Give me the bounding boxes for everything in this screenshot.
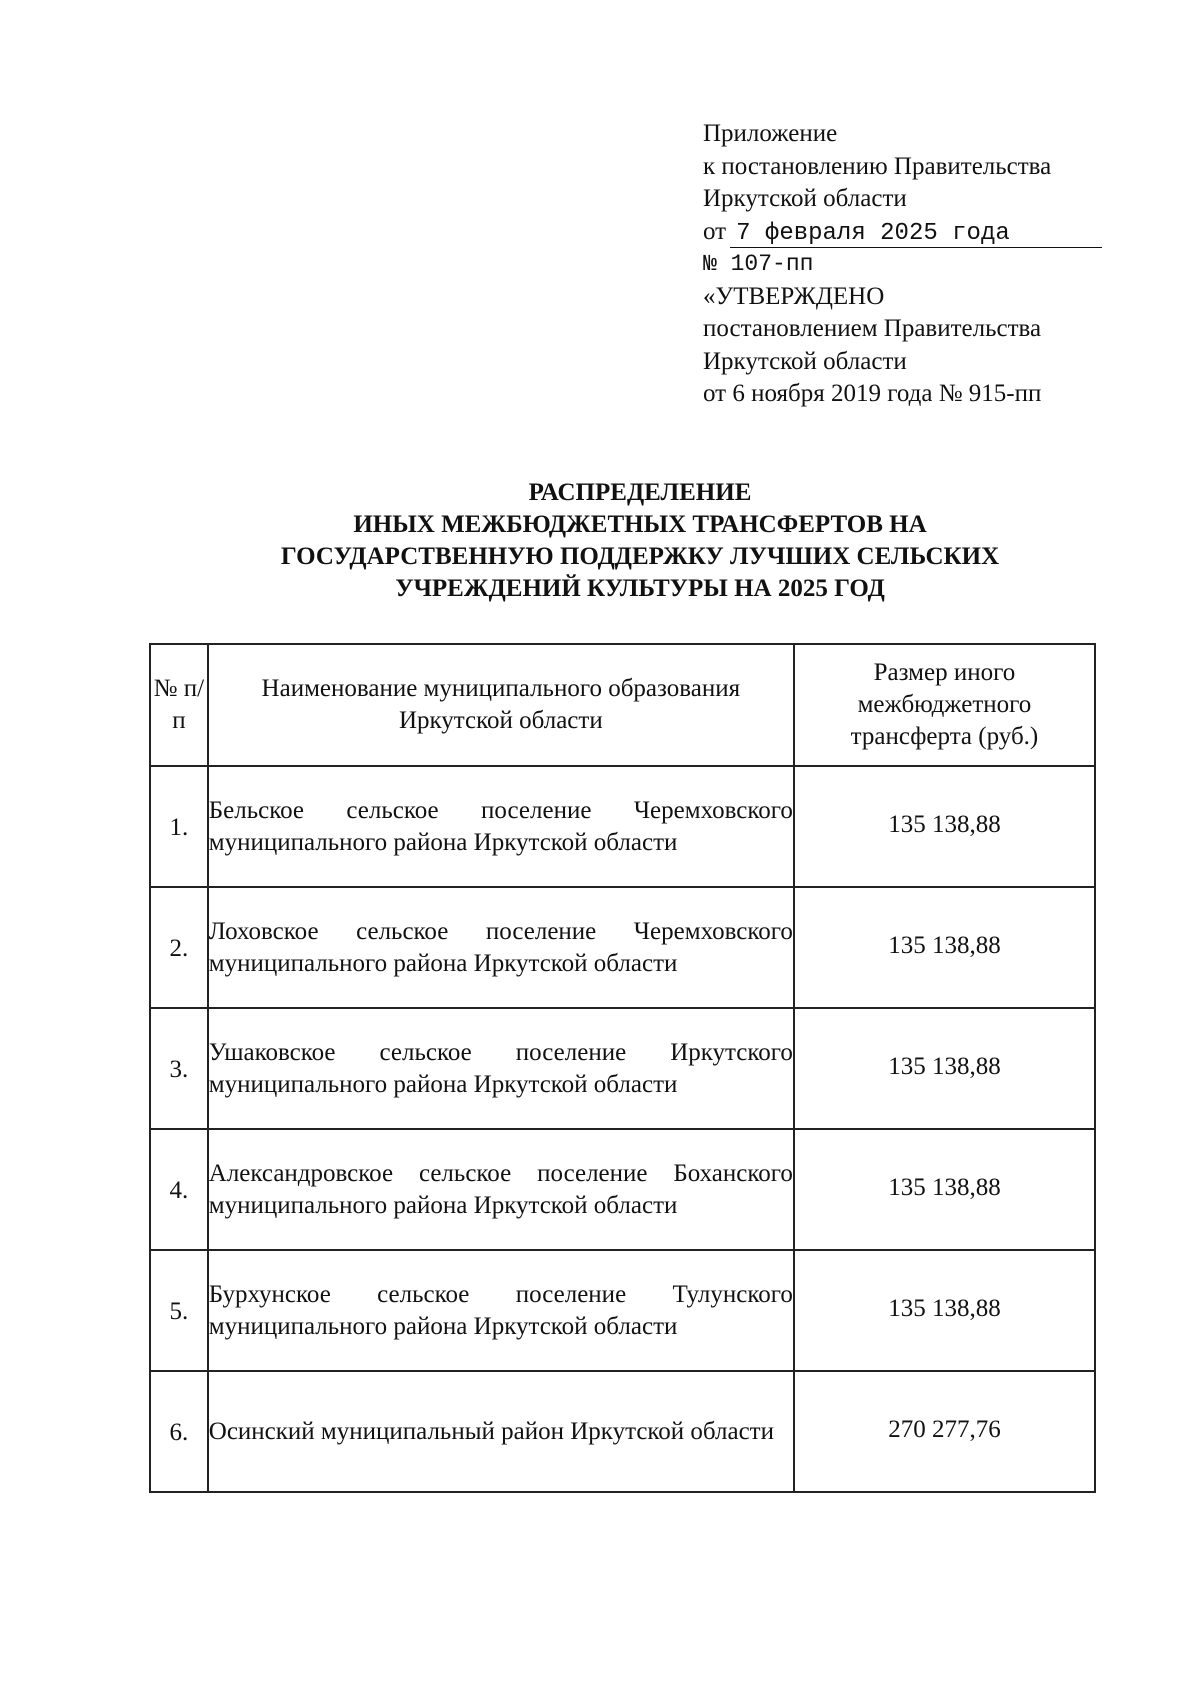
table-row (150, 1129, 1095, 1250)
row-amount: 270 277,76 (794, 1371, 1095, 1492)
distribution-table (149, 643, 1096, 1493)
table-row (150, 1008, 1095, 1129)
row-num: 1. (150, 766, 208, 887)
appendix-header (703, 118, 1113, 411)
row-name: Бурхунское сельское поселение Тулунского муниципального района Иркутской области (208, 1250, 794, 1371)
table-row (150, 1371, 1095, 1492)
resolution-reference: к постановлению Правительства (703, 152, 1052, 180)
row-name: Ушаковское сельское поселение Иркутского муниципального района Иркутской области (208, 1008, 794, 1129)
row-num: 3. (150, 1008, 208, 1129)
document-title (140, 477, 1140, 605)
approved-date: от 6 ноября 2019 года № 915-пп (703, 380, 1042, 407)
title-line-4: УЧРЕЖДЕНИЙ КУЛЬТУРЫ НА 2025 ГОД (395, 575, 885, 602)
row-name: Александровское сельское поселение Боханского муниципального района Иркутской области (208, 1129, 794, 1250)
appendix-label: Приложение (703, 120, 838, 147)
row-amount: 135 138,88 (794, 1250, 1095, 1371)
row-name: Лоховское сельское поселение Черемховского муниципального района Иркутской области (208, 887, 794, 1008)
resolution-date (703, 216, 1113, 249)
approved-by: постановлением Правительства (703, 315, 1042, 342)
row-num: 2. (150, 887, 208, 1008)
header-name: Наименование муниципального образования Иркутской области (208, 644, 794, 766)
row-amount: 135 138,88 (794, 766, 1095, 887)
row-num: 6. (150, 1371, 208, 1492)
row-amount: 135 138,88 (794, 1008, 1095, 1129)
table-header-row (150, 644, 1095, 766)
row-amount: 135 138,88 (794, 887, 1095, 1008)
approved-label: «УТВЕРЖДЕНО (703, 282, 885, 310)
date-value: 7 февраля 2025 года (730, 221, 1102, 248)
row-name: Бельское сельское поселение Черемховского муниципального района Иркутской области (208, 766, 794, 887)
approved-region: Иркутской области (703, 347, 907, 375)
row-num: 5. (150, 1250, 208, 1371)
row-name: Осинский муниципальный район Иркутской области (208, 1371, 794, 1492)
title-line-1: РАСПРЕДЕЛЕНИЕ (528, 479, 752, 506)
row-amount: 135 138,88 (794, 1129, 1095, 1250)
table-row (150, 1250, 1095, 1371)
table-row (150, 887, 1095, 1008)
header-amount: Размер иного межбюджетного трансферта (руб.) (794, 644, 1095, 766)
resolution-number: № 107-пп (703, 251, 814, 277)
date-prefix: от (703, 217, 727, 245)
title-line-3: ГОСУДАРСТВЕННУЮ ПОДДЕРЖКУ ЛУЧШИХ СЕЛЬСКИХ (280, 543, 1000, 570)
table-row (150, 766, 1095, 887)
row-num: 4. (150, 1129, 208, 1250)
title-line-2: ИНЫХ МЕЖБЮДЖЕТНЫХ ТРАНСФЕРТОВ НА (353, 511, 927, 538)
region-name: Иркутской области (703, 185, 907, 212)
header-num: № п/п (150, 644, 208, 766)
